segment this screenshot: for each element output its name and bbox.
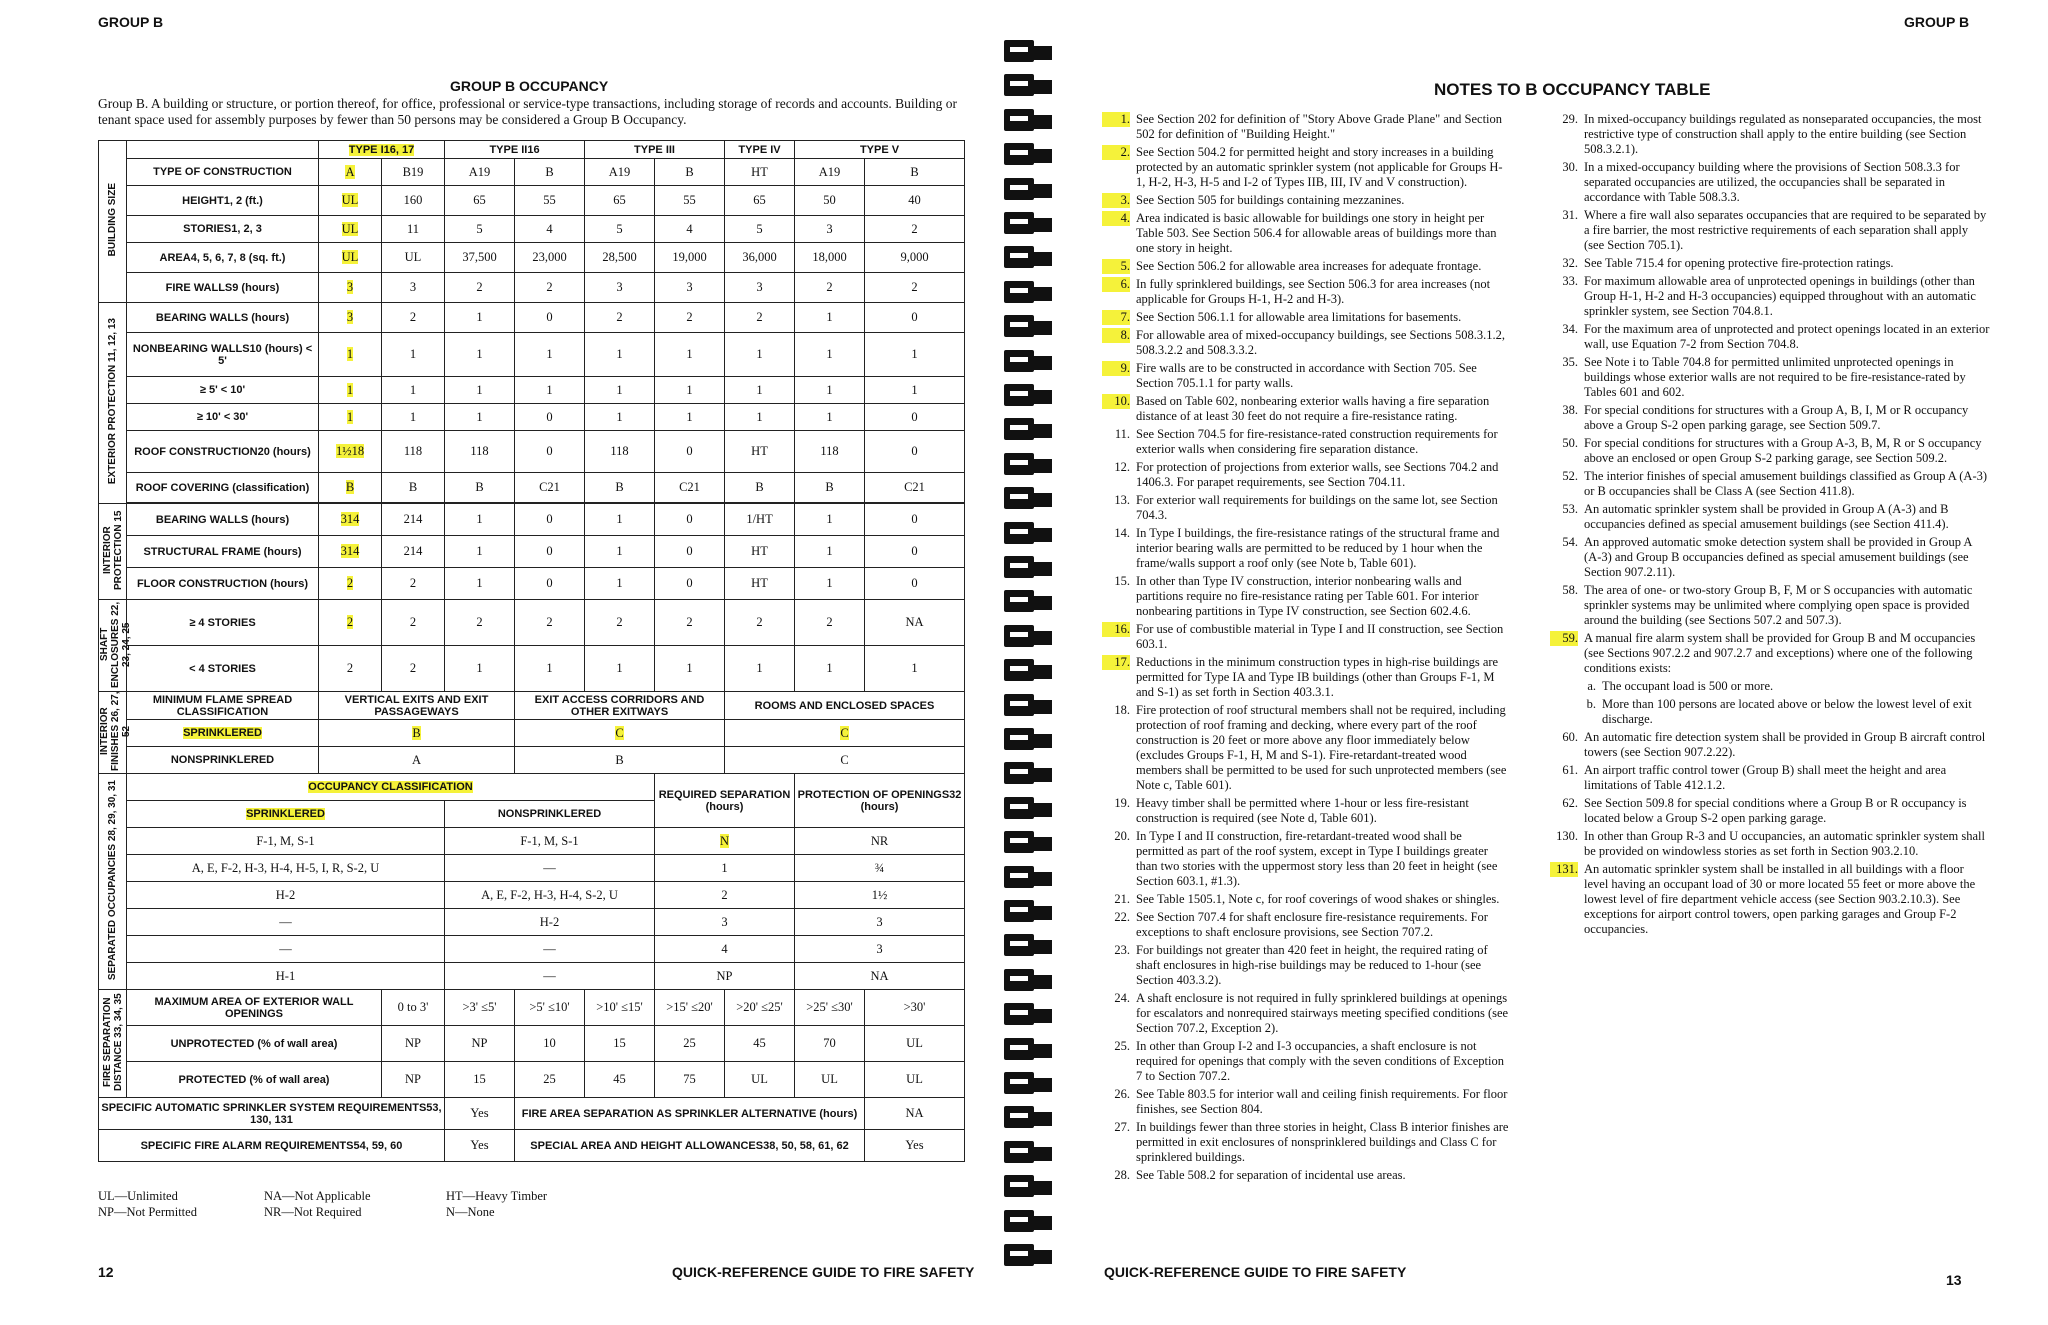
note-number: 61. [1562,763,1578,777]
note-item [1102,796,1510,826]
note-text: In Type I buildings, the fire-resistance ratings of the structural frame and interior bearing walls are permitted to be reduced by 1 hour when the frame/walls support a roof only (see Note b, Table 601). [1136,526,1500,570]
note-text: An automatic fire detection system shall be provided in Group B aircraft control towers (see Section 907.2.22). [1584,730,1986,759]
section-building-size: BUILDING SIZE [99,141,127,303]
note-text: See Section 504.2 for permitted height and story increases in a building protected by an automatic sprinkler system (not applicable for Groups H-1, H-2, H-3, H-5 and I-2 of Types IIB, III, IV and V construction). [1136,145,1503,189]
binding-ring [1004,1003,1052,1025]
section-fire-separation: FIRE SEPARATION DISTANCE 33, 34, 35 [99,990,127,1098]
binding-ring [1004,797,1052,819]
table-row: SPRINKLERED B C C [99,720,965,747]
note-item [1550,796,1990,826]
section-exterior-protection: EXTERIOR PROTECTION 11, 12, 13 [99,303,127,504]
note-number: b. [1586,697,1596,711]
note-item [1102,394,1510,424]
note-number: 8. [1102,328,1130,343]
note-text: Where a fire wall also separates occupancies that are required to be separated by a fire barrier, the most restrictive requirements of each separation shall apply (see Section 705.1). [1584,208,1987,252]
section-interior-finishes: INTERIOR FINISHES 26, 27, 52 [99,692,127,774]
note-number: 4. [1102,211,1130,226]
note-item [1102,1087,1510,1117]
note-number: 11. [1114,427,1130,441]
table-row: SHAFT ENCLOSURES 22, 23, 24, 25 ≥ 4 STORIES 2 2 2 2 2 2 2 2 NA [99,600,965,646]
note-text: For buildings not greater than 420 feet in height, the required rating of shaft enclosures in high-rise buildings may be reduced to 1-hour (see Section 403.3.2). [1136,943,1488,987]
note-number: 23. [1114,943,1130,957]
note-text: A manual fire alarm system shall be provided for Group B and M occupancies (see Sections 907.2.2 and 907.2.7 and exceptions) where one of the following conditions exists: [1584,631,1976,675]
table-row: FLOOR CONSTRUCTION (hours) 2 2 1 0 1 0 HT 1 0 [99,568,965,600]
note-number: 22. [1114,910,1130,924]
note-number: 10. [1102,394,1130,409]
note-item [1102,145,1510,190]
section-separated-occupancies: SEPARATED OCCUPANCIES 28, 29, 30, 31 [99,774,127,990]
note-number: 5. [1102,259,1130,274]
note-text: Fire walls are to be constructed in accordance with Section 705. See Section 705.1.1 for party walls. [1136,361,1477,390]
note-number: 13. [1114,493,1130,507]
note-number: 130. [1556,829,1578,843]
note-item [1102,892,1510,907]
note-number: 28. [1114,1168,1130,1182]
note-text: See Table 803.5 for interior wall and ceiling finish requirements. For floor finishes, see Section 804. [1136,1087,1508,1116]
note-item [1102,493,1510,523]
note-item [1102,310,1510,325]
note-number: 24. [1114,991,1130,1005]
note-item [1550,763,1990,793]
note-number: 3. [1102,193,1130,208]
note-item [1550,436,1990,466]
note-number: 27. [1114,1120,1130,1134]
note-text: For protection of projections from exterior walls, see Sections 704.2 and 1406.3. For parapet requirements, see Section 704.11. [1136,460,1499,489]
table-row: F-1, M, S-1 F-1, M, S-1 N NR [99,828,965,855]
binding-ring [1004,762,1052,784]
note-item [1550,256,1990,271]
binding-ring [1004,625,1052,647]
note-item [1102,991,1510,1036]
note-number: 2. [1102,145,1130,160]
binding-ring [1004,590,1052,612]
occupancy-table [98,140,965,1162]
note-text: See Section 202 for definition of "Story Above Grade Plane" and Section 502 for definition of "Building Height." [1136,112,1503,141]
binding-ring [1004,350,1052,372]
note-number: 12. [1114,460,1130,474]
binding-ring [1004,40,1052,62]
note-number: 35. [1562,355,1578,369]
binding-ring [1004,178,1052,200]
note-number: 21. [1114,892,1130,906]
type-3-header: TYPE III [585,141,725,159]
table-row: STRUCTURAL FRAME (hours) 314 214 1 0 1 0 HT 1 0 [99,536,965,568]
note-item [1550,583,1990,628]
note-item [1550,208,1990,253]
note-number: 33. [1562,274,1578,288]
table-row: H-2 A, E, F-2, H-3, H-4, S-2, U 2 1½ [99,882,965,909]
binding-ring [1004,659,1052,681]
note-text: In a mixed-occupancy building where the provisions of Section 508.3.3 for separated occupancies are utilized, the occupancies shall be separated in accordance with Table 508.3.3. [1584,160,1960,204]
note-number: 34. [1562,322,1578,336]
notes-column-1 [1102,112,1510,1186]
binding-ring [1004,934,1052,956]
note-item [1550,322,1990,352]
table-row: H-1 — NP NA [99,963,965,990]
type-2-header: TYPE II16 [445,141,585,159]
left-page: GROUP B GROUP B OCCUPANCY Group B. A building or structure, or portion thereof, for office, professional or service-type transactions, including storage of records and accounts. Building or tenant space used for assembly purposes by fewer than 50 persons may be considered a Group B Occupancy. BUILDING SIZE TYPE I16, 17 TYPE II16 TYPE III TYPE IV TYPE V TYPE OF CONSTRUCTION A B19 A19 B A19 B HT A19 B HEIGHT1, 2 (ft.) UL 160 65 55 65 55 65 50 40 STORIES1, 2, 3 UL 11 5 4 5 4 5 3 2 AREA4, 5, 6, 7, 8 (sq. ft.) UL UL 37,500 23,000 28,500 19,000 36,000 18,000 9,000 FIRE WALLS9 (hours) 3 3 2 2 3 3 3 2 2 EXTERIOR PROTECTION 11, 12, 13 BEARING WALLS (hours) 3 2 1 0 2 2 2 1 0 NONBEARING WALLS10 (hours) < 5' 1 1 1 1 1 1 1 1 1 ≥ 5' < 10' 1 1 1 1 1 1 1 1 1 ≥ 10' < 30' 1 1 1 0 1 1 1 1 0 ROOF CONSTRUCTION20 (hours) 1½18 118 118 0 118 0 HT 118 0 ROOF COVERING (classification) B B B C21 B C21 B B C21 INTERIOR PROTECTION 15 BEARING WALLS (hours) 314 214 1 0 1 0 1/HT 1 0 STRUCTURAL FRAME (hours) 314 214 1 0 1 0 HT 1 0 FLOOR CONSTRUCTION (hours) 2 2 1 0 1 0 HT 1 0 SHAFT ENCLOSURES 22, 23, 24, 25 ≥ 4 STORIES 2 2 2 2 2 2 2 2 NA < 4 STORIES 2 2 1 1 1 1 1 1 1 INTERIOR FINISHES 26, 27, 52 MINIMUM FLAME SPREAD CLASSIFICATION VERTICAL EXITS AND EXIT PASSAGEWAYS EXIT ACCESS CORRIDORS AND OTHER EXITWAYS ROOMS AND ENCLOSED SPACES SPRINKLERED B C C NONSPRINKLERED A B C SEPARATED OCCUPANCIES 28, 29, 30, 31 OCCUPANCY CLASSIFICATION REQUIRED SEPARATION (hours) PROTECTION OF OPENINGS32 (hours) SPRINKLERED NONSPRINKLERED F-1, M, S-1 F-1, M, S-1 N NR A, E, F-2, H-3, H-4, H-5, I, R, S-2, U — 1 ¾ H-2 A, E, F-2, H-3, H-4, S-2, U 2 1½ — H-2 3 3 — — 4 3 H-1 — NP NA FIRE SEPARATION DISTANCE 33, 34, 35 MAXIMUM AREA OF EXTERIOR WALL OPENINGS 0 to 3' >3' ≤5' >5' ≤10' >10' ≤15' >15' ≤20' >20' ≤25' >25' ≤30' >30' UNPROTECTED (% of wall area) NP NP 10 15 25 45 70 UL PROTECTED (% of wall area) NP 15 25 45 75 UL UL UL SPECIFIC AUTOMATIC SPRINKLER SYSTEM REQUIREMENTS53, 130, 131 Yes FIRE AREA SEPARATION AS SPRINKLER ALTERNATIVE (hours) NA SPECIFIC FIRE ALARM REQUIREMENTS54, 59, 60 Yes SPECIAL AREA AND HEIGHT ALLOWANCES38, 50, 58, 61, 62 Yes UL—Unlimited NP—Not Permitted NA—Not Applicable NR—Not Required HT—Heavy Timber N—None 12 QUICK-REFERENCE GUIDE TO FIRE SAFETY [0,0,1000,1325]
binding-ring [1004,728,1052,750]
note-item [1102,193,1510,208]
table-row: SPECIFIC AUTOMATIC SPRINKLER SYSTEM REQUIREMENTS53, 130, 131 Yes FIRE AREA SEPARATION AS SPRINKLER ALTERNATIVE (hours) NA [99,1098,965,1130]
note-text: The occupant load is 500 or more. [1602,679,1774,693]
note-number: 6. [1102,277,1130,292]
note-item [1550,112,1990,157]
note-item [1102,526,1510,571]
note-number: 31. [1562,208,1578,222]
note-item [1550,355,1990,400]
type-4-header: TYPE IV [725,141,795,159]
note-number: 16. [1102,622,1130,637]
note-item [1102,427,1510,457]
note-text: See Table 508.2 for separation of incidental use areas. [1136,1168,1406,1182]
section-interior-protection: INTERIOR PROTECTION 15 [99,504,127,600]
note-number: 38. [1562,403,1578,417]
note-text: See Section 509.8 for special conditions where a Group B or R occupancy is located below a Group S-2 open parking garage. [1584,796,1967,825]
binding-ring [1004,384,1052,406]
binding-ring [1004,1244,1052,1266]
binding-ring [1004,1141,1052,1163]
note-text: See Table 715.4 for opening protective fire-protection ratings. [1584,256,1894,270]
note-text: In other than Group R-3 and U occupancies, an automatic sprinkler system shall be provided on windowless stories as set forth in Section 903.2.10. [1584,829,1985,858]
note-item [1102,1039,1510,1084]
note-item [1102,211,1510,256]
note-number: 50. [1562,436,1578,450]
note-number: 26. [1114,1087,1130,1101]
note-item [1550,403,1990,433]
note-item [1550,862,1990,937]
note-text: Area indicated is basic allowable for buildings one story in height per Table 503. See Section 506.4 for allowable areas of buildings more than one story in height. [1136,211,1497,255]
section-shaft-enclosures: SHAFT ENCLOSURES 22, 23, 24, 25 [99,600,127,692]
table-row: PROTECTED (% of wall area) NP 15 25 45 75 UL UL UL [99,1062,965,1098]
note-number: 58. [1562,583,1578,597]
note-text: See Section 704.5 for fire-resistance-rated construction requirements for exterior walls when considering fire separation distance. [1136,427,1498,456]
note-item [1102,1120,1510,1165]
notes-column-2 [1550,112,1990,940]
note-item [1550,502,1990,532]
note-text: Based on Table 602, nonbearing exterior walls having a fire separation distance of at least 30 feet do not require a fire-resistance rating. [1136,394,1490,423]
note-number: 18. [1114,703,1130,717]
note-number: 15. [1114,574,1130,588]
note-text: In other than Group I-2 and I-3 occupancies, a shaft enclosure is not required for openings that comply with the seven conditions of Exception 7 to Section 707.2. [1136,1039,1504,1083]
binding-ring [1004,487,1052,509]
binding-ring [1004,246,1052,268]
binding-ring [1004,522,1052,544]
binding-ring [1004,556,1052,578]
note-item [1550,160,1990,205]
type-1-header: TYPE I16, 17 [319,141,445,159]
table-title: GROUP B OCCUPANCY [450,78,609,94]
left-page-footer-title: QUICK-REFERENCE GUIDE TO FIRE SAFETY [672,1264,975,1280]
note-text: An automatic sprinkler system shall be provided in Group A (A-3) and B occupancies defined as special amusement buildings (see Section 411.4). [1584,502,1949,531]
note-text: See Table 1505.1, Note c, for roof coverings of wood shakes or shingles. [1136,892,1500,906]
note-number: 30. [1562,160,1578,174]
note-item [1550,469,1990,499]
note-item [1550,730,1990,760]
table-row: FIRE SEPARATION DISTANCE 33, 34, 35 MAXIMUM AREA OF EXTERIOR WALL OPENINGS 0 to 3' >3' ≤5' >5' ≤10' >10' ≤15' >15' ≤20' >20' ≤25' >25' ≤30' >30' [99,990,965,1026]
note-number: 52. [1562,469,1578,483]
note-number: 53. [1562,502,1578,516]
binding-ring [1004,143,1052,165]
type-5-header: TYPE V [795,141,965,159]
notes-title: NOTES TO B OCCUPANCY TABLE [1434,80,1711,99]
table-row: SEPARATED OCCUPANCIES 28, 29, 30, 31 OCCUPANCY CLASSIFICATION REQUIRED SEPARATION (hours) PROTECTION OF OPENINGS32 (hours) [99,774,965,801]
note-number: 32. [1562,256,1578,270]
binding-ring [1004,831,1052,853]
note-text: Fire protection of roof structural members shall not be required, including protection of roof framing and decking, where every part of the roof construction is 20 feet or more above any floor immediately below (excludes Groups F-1, H, M and S-1). Fire-retardant-treated wood members shall be permitted to be used for such unprotected members (see Note c, Table 601). [1136,703,1507,792]
binding-ring [1004,418,1052,440]
right-page-header: GROUP B [1904,14,1970,30]
note-item [1102,277,1510,307]
note-text: For use of combustible material in Type I and II construction, see Section 603.1. [1136,622,1504,651]
table-row: ≥ 10' < 30' 1 1 1 0 1 1 1 1 0 [99,404,965,431]
note-item [1102,703,1510,793]
table-row: ROOF COVERING (classification) B B B C21 B C21 B B C21 [99,473,965,503]
note-item [1550,535,1990,580]
table-row: INTERIOR PROTECTION 15 BEARING WALLS (hours) 314 214 1 0 1 0 1/HT 1 0 [99,504,965,536]
table-row: — H-2 3 3 [99,909,965,936]
table-row: < 4 STORIES 2 2 1 1 1 1 1 1 1 [99,646,965,692]
binding-ring [1004,212,1052,234]
table-row: TYPE OF CONSTRUCTION A B19 A19 B A19 B HT A19 B [99,159,965,186]
table-row: ≥ 5' < 10' 1 1 1 1 1 1 1 1 1 [99,377,965,404]
table-row: EXTERIOR PROTECTION 11, 12, 13 BEARING WALLS (hours) 3 2 1 0 2 2 2 1 0 [99,303,965,333]
note-number: a. [1587,679,1596,693]
table-row: STORIES1, 2, 3 UL 11 5 4 5 4 5 3 2 [99,216,965,243]
table-row: UNPROTECTED (% of wall area) NP NP 10 15 25 45 70 UL [99,1026,965,1062]
binding-ring [1004,281,1052,303]
note-text: An automatic sprinkler system shall be installed in all buildings with a floor level having an occupant load of 30 or more located 55 feet or more above the lowest level of fire department vehicle access (see Section 903.2.10.3). See exceptions for airport control towers, open parking garages and Group F-2 occupancies. [1584,862,1976,936]
note-item [1102,361,1510,391]
note-text: The area of one- or two-story Group B, F, M or S occupancies with automatic sprinkler systems may be unlimited where complying open space is provided around the building (see Sections 507.2 and 507.3). [1584,583,1973,627]
binding-ring [1004,109,1052,131]
note-item [1102,622,1510,652]
note-text: More than 100 persons are located above or below the lowest level of exit discharge. [1602,697,1972,726]
table-row: FIRE WALLS9 (hours) 3 3 2 2 3 3 3 2 2 [99,273,965,303]
note-number: 59. [1550,631,1578,646]
note-text: Heavy timber shall be permitted where 1-hour or less fire-resistant construction is required (see Note d, Table 601). [1136,796,1469,825]
type-header-spacer [127,141,319,159]
left-page-number: 12 [98,1264,114,1280]
note-text: See Section 707.4 for shaft enclosure fire-resistance requirements. For exceptions to shaft enclosure provisions, see Section 707.2. [1136,910,1488,939]
spiral-binding [1000,0,1064,1325]
note-item [1102,829,1510,889]
note-item [1102,460,1510,490]
note-text: In fully sprinklered buildings, see Section 506.3 for area increases (not applicable for Groups H-1, H-2 and H-3). [1136,277,1491,306]
note-text: See Note i to Table 704.8 for permitted unlimited unprotected openings in buildings whose exterior walls are not required to be fire-resistance-rated by Tables 601 and 602. [1584,355,1966,399]
note-number: 1. [1102,112,1130,127]
note-number: 19. [1114,796,1130,810]
note-text: The interior finishes of special amusement buildings classified as Group A (A-3) or B occupancies shall be Class A (see Section 411.8). [1584,469,1988,498]
binding-ring [1004,1038,1052,1060]
right-page-number: 13 [1946,1272,1962,1288]
note-text: For special conditions for structures with a Group A-3, B, M, R or S occupancy above an enclosed or open Group S-2 parking garage, see Section 509.2. [1584,436,1982,465]
note-number: 25. [1114,1039,1130,1053]
note-text: In other than Type IV construction, interior nonbearing walls and partitions require no fire-resistance rating per Table 601. For interior nonbearing partitions in Type IV construction, see Section 602.4.6. [1136,574,1479,618]
intro-paragraph: Group B. A building or structure, or portion thereof, for office, professional or service-type transactions, including storage of records and accounts. Building or tenant space used for assembly purposes by fewer than 50 persons may be considered a Group B Occupancy. [98,96,958,127]
binding-ring [1004,1175,1052,1197]
left-page-header: GROUP B [98,14,164,30]
note-text: See Section 505 for buildings containing mezzanines. [1136,193,1405,207]
table-row: ROOF CONSTRUCTION20 (hours) 1½18 118 118 0 118 0 HT 118 0 [99,431,965,473]
binding-ring [1004,315,1052,337]
table-row: — — 4 3 [99,936,965,963]
binding-ring [1004,1072,1052,1094]
note-number: 20. [1114,829,1130,843]
note-text: For special conditions for structures with a Group A, B, I, M or R occupancy above a Group S-2 open parking garage, see Section 509.7. [1584,403,1969,432]
note-number: 7. [1102,310,1130,325]
note-text: For the maximum area of unprotected and protect openings located in an exterior wall, use Equation 7-2 from Section 704.8. [1584,322,1990,351]
note-text: An airport traffic control tower (Group B) shall meet the height and area limitations of Table 412.1.2. [1584,763,1947,792]
note-item [1102,1168,1510,1183]
note-item [1102,259,1510,274]
binding-ring [1004,1210,1052,1232]
note-text: For maximum allowable area of unprotected openings in buildings (other than Group H-1, H-2 and H-3 occupancies) equipped throughout with an automatic sprinkler system, see Section 704.8.1. [1584,274,1976,318]
table-row: NONBEARING WALLS10 (hours) < 5' 1 1 1 1 1 1 1 1 1 [99,333,965,377]
note-number: 60. [1562,730,1578,744]
table-row: INTERIOR FINISHES 26, 27, 52 MINIMUM FLAME SPREAD CLASSIFICATION VERTICAL EXITS AND EXIT PASSAGEWAYS EXIT ACCESS CORRIDORS AND OTHER EXITWAYS ROOMS AND ENCLOSED SPACES [99,692,965,720]
note-number: 29. [1562,112,1578,126]
note-item [1102,574,1510,619]
note-text: A shaft enclosure is not required in fully sprinklered buildings at openings for escalators and nonrequired stairways meeting specified conditions (see Section 707.2, Exception 2). [1136,991,1509,1035]
note-text: In Type I and II construction, fire-retardant-treated wood shall be permitted as part of the roof system, except in Type I buildings greater than two stories with the uppermost story less than 20 feet in height (see Section 603.1, #1.3). [1136,829,1498,888]
table-row: SPRINKLERED NONSPRINKLERED [99,801,965,828]
note-item [1102,655,1510,700]
note-number: 54. [1562,535,1578,549]
binding-ring [1004,866,1052,888]
note-number: 9. [1102,361,1130,376]
binding-ring [1004,900,1052,922]
note-number: 14. [1114,526,1130,540]
note-text: In buildings fewer than three stories in height, Class B interior finishes are permitted in exit enclosures of nonsprinklered buildings and Class C for sprinklered buildings. [1136,1120,1509,1164]
note-text: An approved automatic smoke detection system shall be provided in Group A (A-3) and Group B occupancies defined as special amusement buildings (see Section 907.2.11). [1584,535,1972,579]
note-number: 131. [1550,862,1578,877]
table-row: HEIGHT1, 2 (ft.) UL 160 65 55 65 55 65 50 40 [99,186,965,216]
note-text: See Section 506.1.1 for allowable area limitations for basements. [1136,310,1462,324]
note-item [1102,943,1510,988]
right-page-footer-title: QUICK-REFERENCE GUIDE TO FIRE SAFETY [1104,1264,1407,1280]
binding-ring [1004,1106,1052,1128]
note-item [1550,829,1990,859]
right-page [1064,0,2048,1325]
note-number: 17. [1102,655,1130,670]
note-item [1102,910,1510,940]
note-item [1550,679,1990,694]
table-row: NONSPRINKLERED A B C [99,747,965,774]
note-text: In mixed-occupancy buildings regulated as nonseparated occupancies, the most restrictive type of construction shall apply to the entire building (see Section 508.3.2.1). [1584,112,1982,156]
binding-ring [1004,453,1052,475]
note-item [1550,697,1990,727]
table-row: SPECIFIC FIRE ALARM REQUIREMENTS54, 59, 60 Yes SPECIAL AREA AND HEIGHT ALLOWANCES38, 50, 58, 61, 62 Yes [99,1130,965,1162]
note-text: See Section 506.2 for allowable area increases for adequate frontage. [1136,259,1482,273]
note-text: Reductions in the minimum construction types in high-rise buildings are permitted for Type IA and Type IB buildings (other than Groups F-1, M and S-1) as set forth in Section 403.3.1. [1136,655,1499,699]
table-row: AREA4, 5, 6, 7, 8 (sq. ft.) UL UL 37,500 23,000 28,500 19,000 36,000 18,000 9,000 [99,243,965,273]
note-number: 62. [1562,796,1578,810]
binding-ring [1004,694,1052,716]
note-item [1550,631,1990,676]
table-row: A, E, F-2, H-3, H-4, H-5, I, R, S-2, U — 1 ¾ [99,855,965,882]
binding-ring [1004,969,1052,991]
note-text: For exterior wall requirements for buildings on the same lot, see Section 704.3. [1136,493,1498,522]
note-text: For allowable area of mixed-occupancy buildings, see Sections 508.3.1.2, 508.3.2.2 and 508.3.3.2. [1136,328,1506,357]
note-item [1102,328,1510,358]
note-item [1102,112,1510,142]
note-item [1550,274,1990,319]
binding-ring [1004,74,1052,96]
